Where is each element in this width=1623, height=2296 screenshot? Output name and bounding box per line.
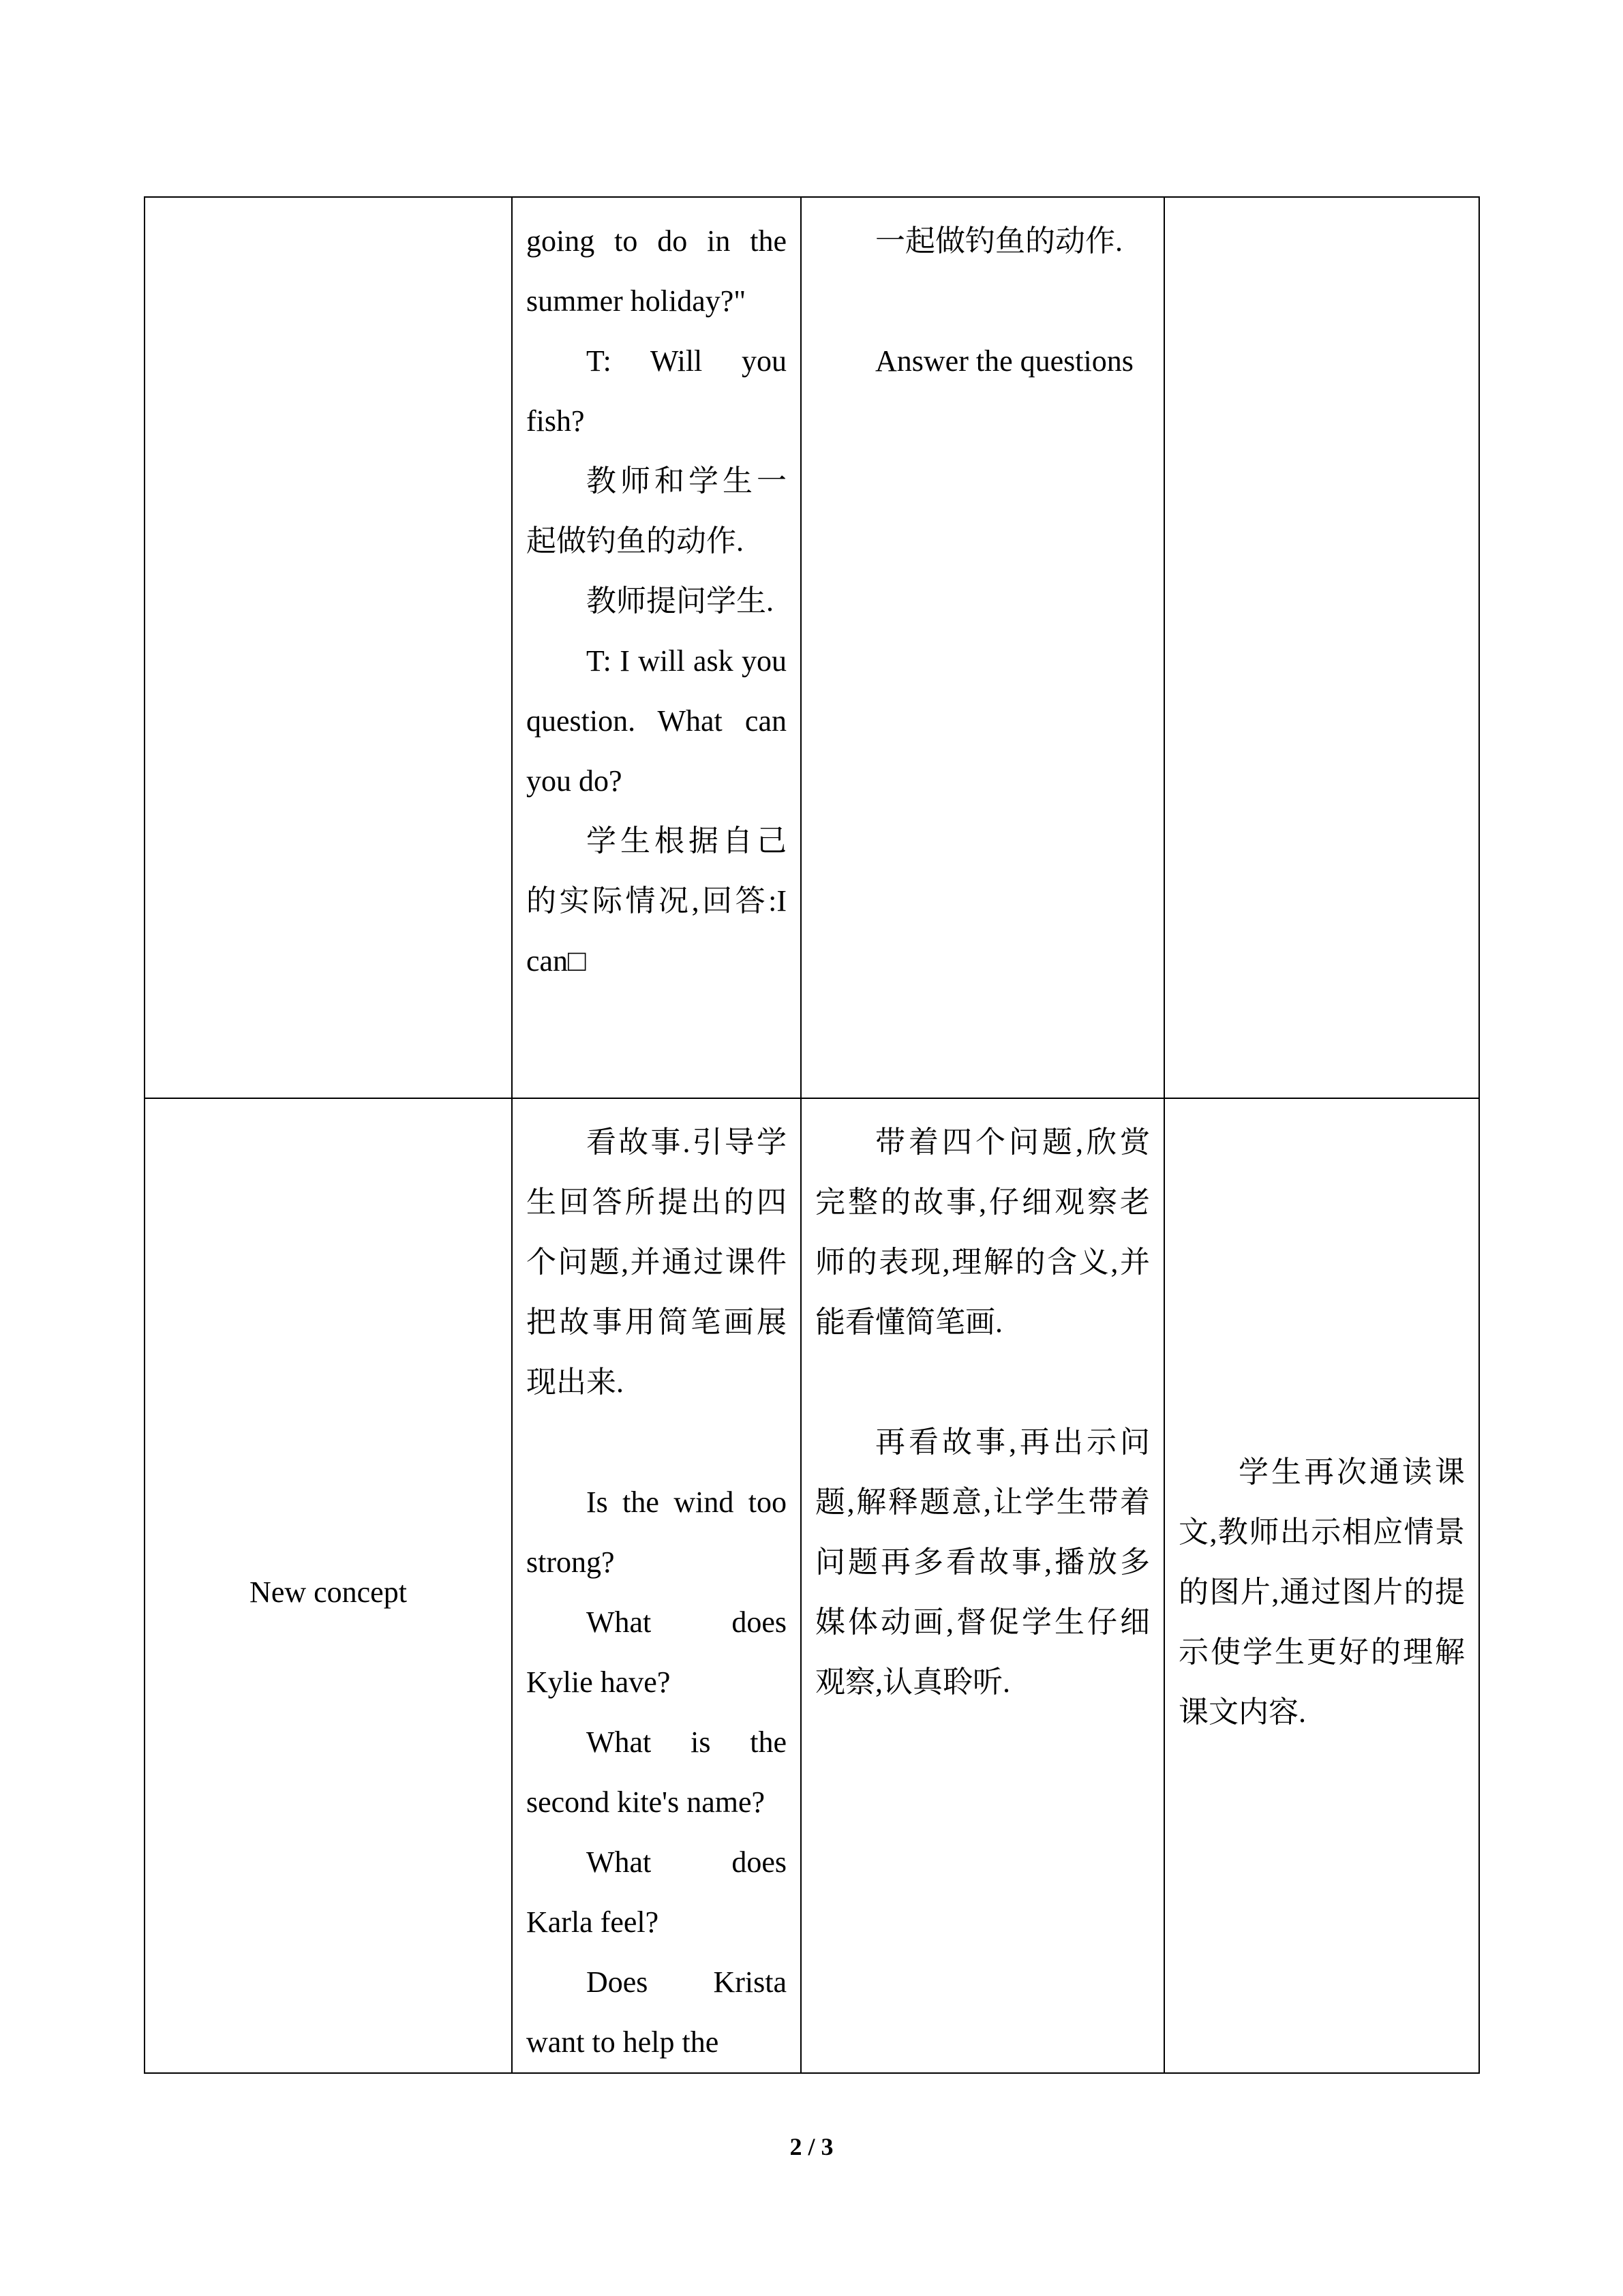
- student-activity-cell: [801, 197, 1164, 1098]
- teacher-activity-paragraph: going to do in the summer holiday?": [526, 224, 787, 318]
- lesson-plan-table: [144, 196, 1480, 2074]
- purpose-cell: [1164, 197, 1479, 1098]
- stage-cell: [145, 1098, 512, 2073]
- teacher-activity-cell: [512, 197, 801, 1098]
- student-activity-paragraph: Answer the questions: [875, 344, 1134, 378]
- table-row: [145, 197, 1479, 1098]
- teacher-activity-paragraph: 看故事.引导学生回答所提出的四个问题,并通过课件把故事用简笔画展现出来.: [526, 1126, 787, 1399]
- question-paragraph: Does Krista want to help the: [526, 1965, 787, 2059]
- stage-label: New concept: [249, 1575, 407, 1609]
- teacher-activity-paragraph: 学生根据自己的实际情况,回答:I can□: [526, 824, 787, 978]
- student-activity-paragraph: 再看故事,再出示问题,解释题意,让学生带着问题再多看故事,播放多媒体动画,督促学生仔细观察,认真聆听.: [815, 1425, 1150, 1699]
- purpose-cell: [1164, 1098, 1479, 2073]
- question-paragraph: Is the wind too strong?: [526, 1485, 787, 1579]
- teacher-activity-paragraph: 教师提问学生.: [586, 584, 774, 618]
- student-activity-paragraph: 带着四个问题,欣赏完整的故事,仔细观察老师的表现,理解的含义,并能看懂简笔画.: [815, 1126, 1150, 1339]
- blank-line: [526, 1413, 787, 1472]
- teacher-activity-cell: [512, 1098, 801, 2073]
- question-paragraph: What does Karla feel?: [526, 1845, 787, 1939]
- teacher-activity-paragraph: T: Will you fish?: [526, 344, 787, 438]
- question-paragraph: What does Kylie have?: [526, 1605, 787, 1699]
- teacher-activity-paragraph: 教师和学生一起做钓鱼的动作.: [526, 464, 787, 558]
- student-activity-paragraph: 一起做钓鱼的动作.: [875, 224, 1123, 258]
- stage-cell: [145, 197, 512, 1098]
- table-row: [145, 1098, 1479, 2073]
- blank-line: [815, 1353, 1150, 1413]
- purpose-paragraph: 学生再次通读课文,教师出示相应情景的图片,通过图片的提示使学生更好的理解课文内容.: [1179, 1455, 1465, 1729]
- teacher-activity-paragraph: T: I will ask you question. What can you do?: [526, 644, 787, 798]
- student-activity-cell: [801, 1098, 1164, 2073]
- page-number: 2 / 3: [789, 2133, 834, 2160]
- question-paragraph: What is the second kite's name?: [526, 1725, 787, 1819]
- blank-line: [815, 271, 1150, 331]
